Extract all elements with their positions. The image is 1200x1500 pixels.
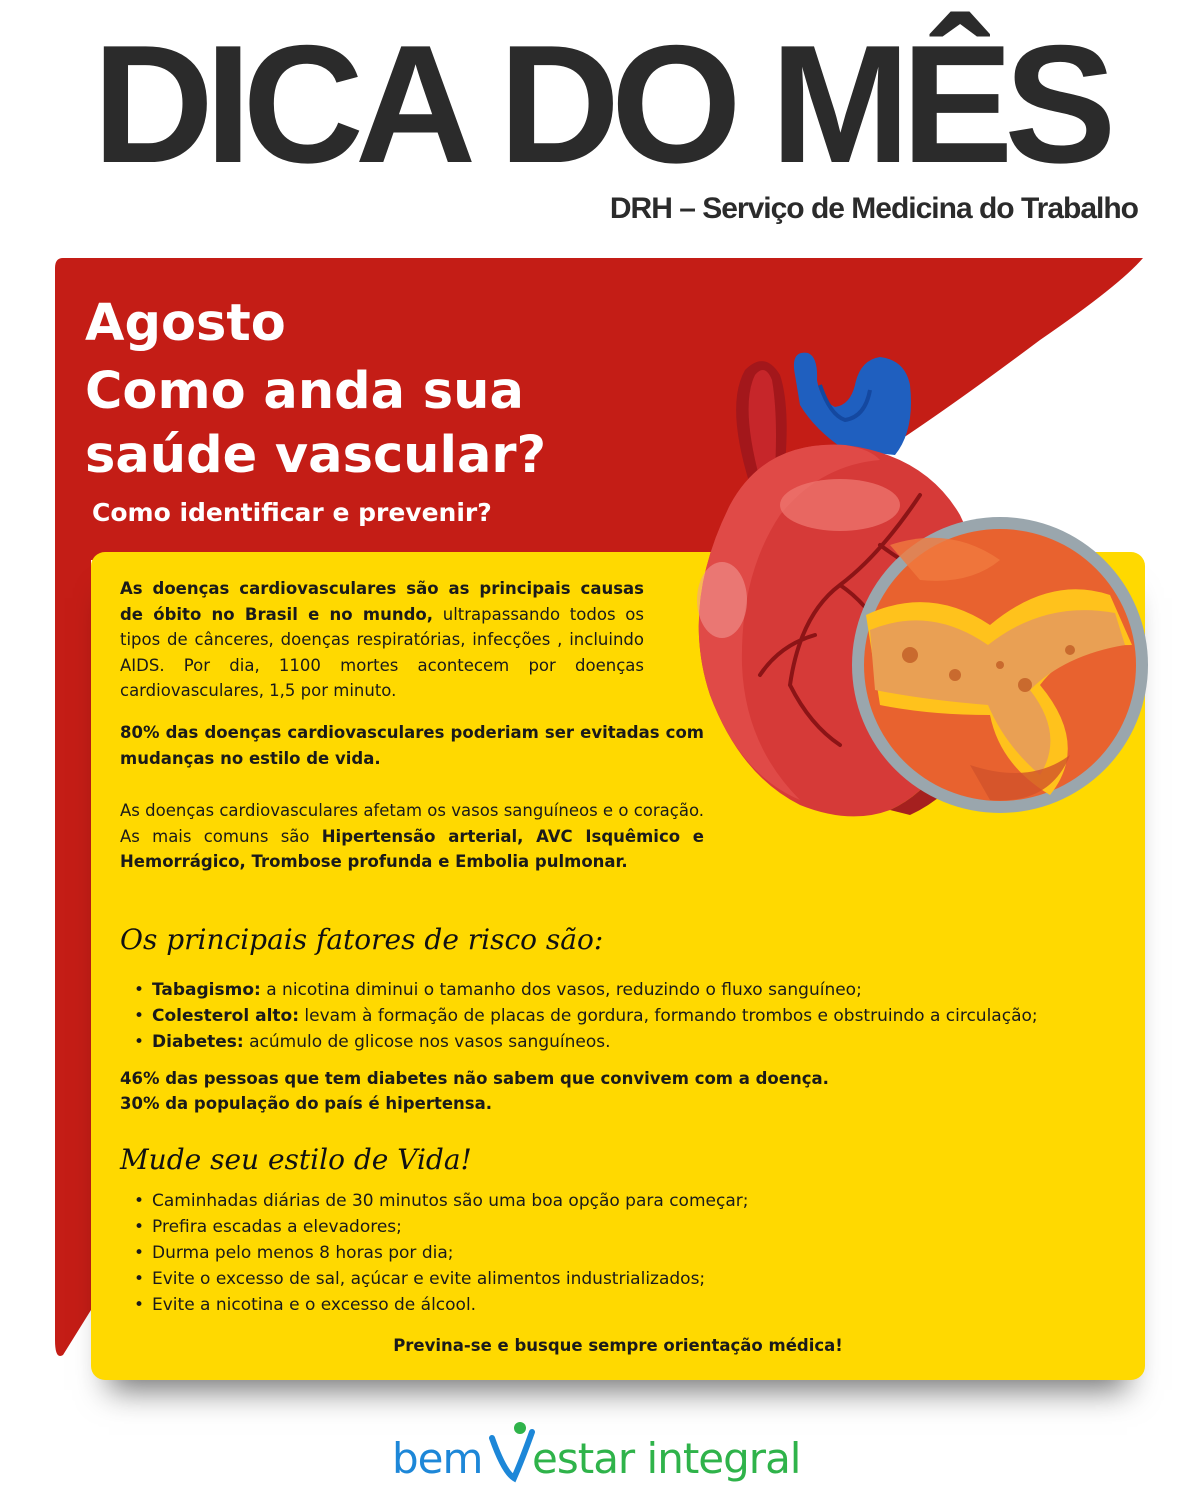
logo-text-estar-integral: estar integral [532, 1434, 801, 1483]
risk-factors-list [120, 977, 1130, 1055]
intro-p1-text: ultrapassando todos os tipos de cânceres, doenças respiratórias, infecções , incluindo AIDS. Por dia, 1100 mortes acontecem por doenças cardiovasculares, 1,5 por minuto. [120, 604, 644, 700]
intro-p3-text: As doenças cardiovasculares afetam os vasos sanguíneos e o coração. As mais comuns são [120, 801, 704, 846]
intro-paragraph-3 [120, 798, 704, 875]
intro-paragraph-1 [120, 576, 644, 704]
list-item: • Caminhadas diárias de 30 minutos são uma boa opção para começar; [120, 1188, 1130, 1214]
diabetes-statistic: 46% das pessoas que tem diabetes não sabem que convivem com a doença. [120, 1069, 829, 1088]
heart-illustration [670, 345, 1160, 835]
page-title: DICA DO MÊS [92, 10, 1108, 198]
headline-question [85, 360, 705, 488]
list-item [120, 977, 1130, 1003]
lifestyle-list [120, 1188, 1130, 1318]
headline-line-1: Como anda sua [85, 362, 524, 421]
lifestyle-heading: Mude seu estilo de Vida! [120, 1143, 472, 1176]
page-subtitle: DRH – Serviço de Medicina do Trabalho [609, 192, 1138, 225]
month-heading: Agosto [85, 294, 286, 353]
risk-term: Colesterol alto: [152, 1006, 299, 1026]
intro-p3-bold: Hipertensão arterial, AVC Isquêmico e Hemorrágico, Trombose profunda e Embolia pulmonar. [120, 826, 704, 871]
list-item [120, 1003, 1130, 1029]
list-item: • Evite a nicotina e o excesso de álcool. [120, 1292, 1130, 1318]
risk-text: levam à formação de placas de gordura, formando trombos e obstruindo a circulação; [299, 1006, 1038, 1026]
risk-term: Diabetes: [152, 1032, 244, 1052]
list-item: • Evite o excesso de sal, açúcar e evite alimentos industrializados; [120, 1266, 1130, 1292]
list-item: • Durma pelo menos 8 horas por dia; [120, 1240, 1130, 1266]
bem-estar-logo [392, 1420, 812, 1490]
risk-term: Tabagismo: [152, 980, 261, 1000]
list-item: • Prefira escadas a elevadores; [120, 1214, 1130, 1240]
headline-line-2: saúde vascular? [85, 426, 547, 485]
list-item [120, 1029, 1130, 1055]
intro-p2-bold: 80% das doenças cardiovasculares poderiam ser evitadas com mudanças no estilo de vida. [120, 723, 704, 768]
hypertension-statistic: 30% da população do país é hipertensa. [120, 1094, 492, 1113]
headline-subtitle: Como identificar e prevenir? [92, 498, 492, 527]
logo-text-bem: bem [392, 1434, 483, 1483]
intro-paragraph-2 [120, 720, 704, 771]
closing-message: Previna-se e busque sempre orientação médica! [393, 1336, 843, 1355]
risk-factors-heading: Os principais fatores de risco são: [120, 923, 604, 956]
risk-text: acúmulo de glicose nos vasos sanguíneos. [243, 1032, 611, 1052]
intro-p1-bold: As doenças cardiovasculares são as principais causas de óbito no Brasil e no mundo, [120, 579, 644, 624]
risk-text: a nicotina diminui o tamanho dos vasos, reduzindo o fluxo sanguíneo; [260, 980, 862, 1000]
